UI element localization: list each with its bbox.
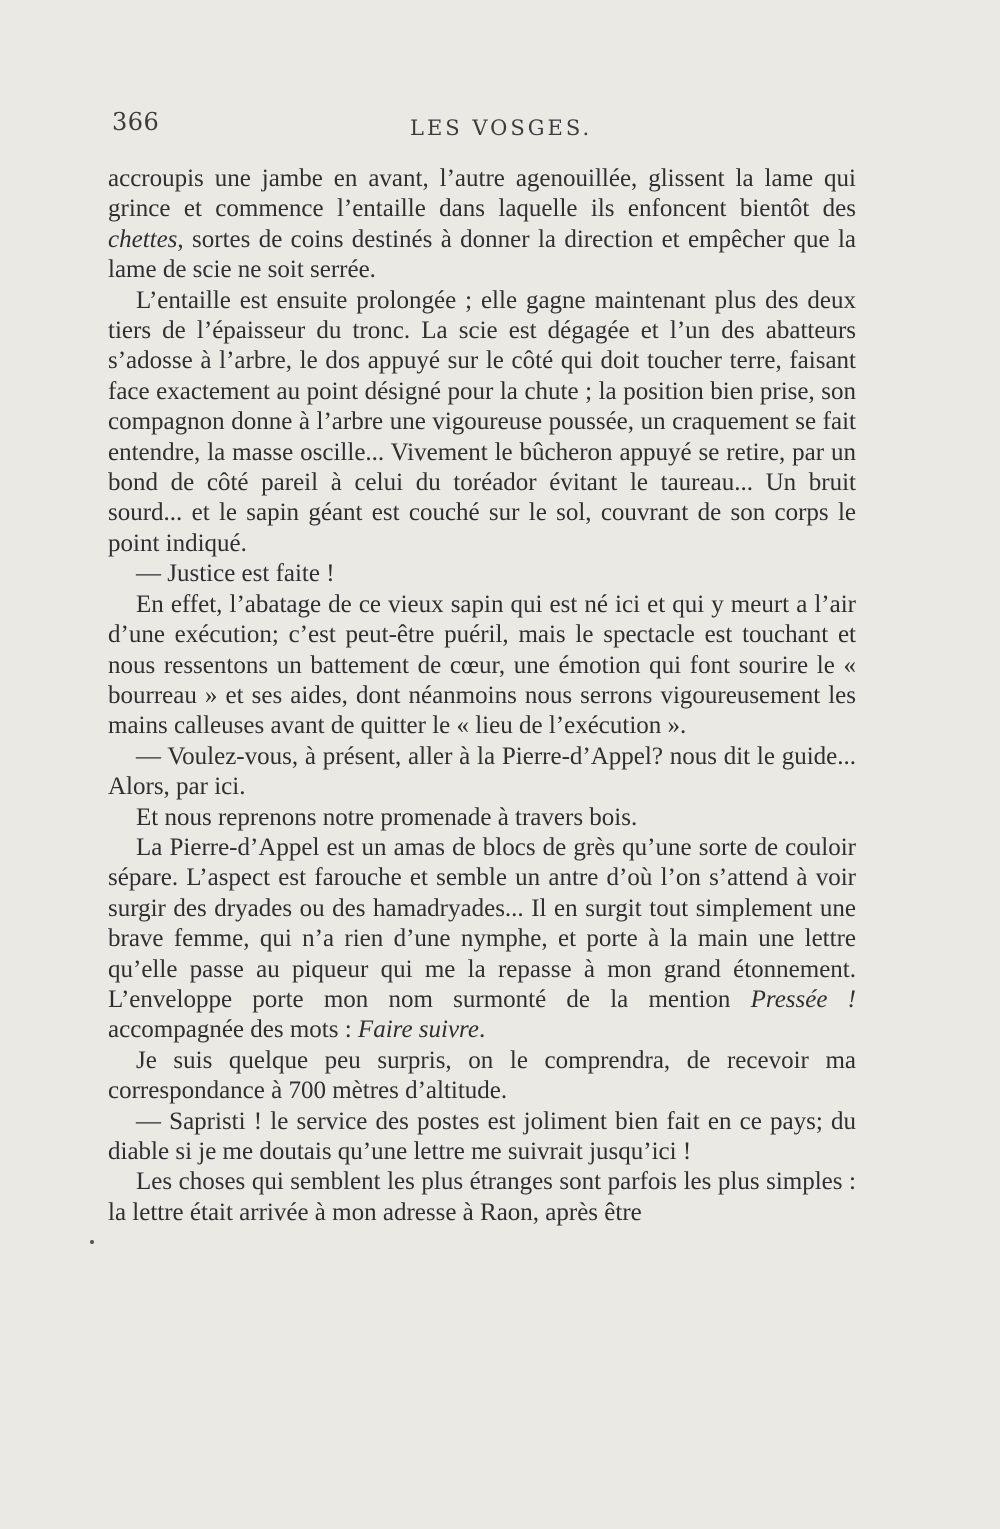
text-run: Je suis quelque peu surpris, on le comprendra, de recevoir ma correspondance à 700 mètres d’altitude. — [108, 1046, 856, 1105]
running-title: LES VOSGES. — [410, 116, 593, 140]
text-run: — Justice est faite ! — [136, 560, 335, 588]
paragraph — [108, 590, 856, 742]
text-run: . — [478, 1016, 486, 1044]
body-text — [108, 164, 856, 1228]
margin-speck — [90, 1240, 94, 1244]
text-run: Les choses qui semblent les plus étranges sont parfois les plus simples : la lettre était arrivée à mon adresse à Raon, après être — [108, 1168, 856, 1226]
paragraph — [108, 803, 856, 833]
italic-text: Pressée ! — [750, 985, 856, 1013]
text-run: En effet, l’abatage de ce vieux sapin qui est né ici et qui y meurt a l’air d’une exécution; c’est peut-être puéril, mais le spectacle est touchant et nous ressentons un battement de cœur, une émotion qui font sourire le « bourreau » et ses aides, dont néanmoins nous serrons vigoureusement les mains calleuses avant de quitter le « lieu de l’exécution ». — [108, 590, 856, 740]
text-run: accroupis une jambe en avant, l’autre agenouillée, glissent la lame qui grince et commence l’entaille dans laquelle ils enfoncent bientôt des — [108, 165, 856, 223]
paragraph — [108, 1046, 856, 1107]
text-run: , sortes de coins destinés à donner la direction et empêcher que la lame de scie ne soit serrée. — [108, 225, 856, 284]
paragraph — [108, 559, 856, 589]
paragraph — [108, 286, 856, 560]
italic-text: chettes — [108, 225, 178, 253]
page-number: 366 — [112, 108, 160, 136]
text-run: — Sapristi ! le service des postes est joliment bien fait en ce pays; du diable si je me doutais qu’une lettre me suivrait jusqu’ici ! — [108, 1107, 856, 1165]
text-run: accompagnée des mots : — [108, 1016, 358, 1044]
text-run: — Voulez-vous, à présent, aller à la Pierre-d’Appel? nous dit le guide... Alors, par ici. — [108, 742, 856, 801]
paragraph — [108, 1167, 856, 1228]
italic-text: Faire suivre — [357, 1016, 479, 1044]
text-run: L’entaille est ensuite prolongée ; elle gagne maintenant plus des deux tiers de l’épaisseur du tronc. La scie est dégagée et l’un des abatteurs s’adosse à l’arbre, le dos appuyé sur le côté qui doit toucher terre, faisant face exactement au point désigné pour la chute ; la position bien prise, son compagnon donne à l’arbre une vigoureuse poussée, un craquement se fait entendre, la masse oscille... Vivement le bûcheron appuyé se retire, par un bond de côté pareil à celui du toréador évitant le taureau... Un bruit sourd... et le sapin géant est couché sur le sol, couvrant de son corps le point indiqué. — [108, 286, 856, 557]
paragraph — [108, 742, 856, 803]
paragraph — [108, 164, 856, 286]
paragraph — [108, 1107, 856, 1168]
running-head — [112, 108, 872, 148]
text-run: Et nous reprenons notre promenade à travers bois. — [136, 803, 638, 831]
text-run: La Pierre-d’Appel est un amas de blocs de grès qu’une sorte de couloir sépare. L’aspect est farouche et semble un antre d’où l’on s’attend à voir surgir des dryades ou des hamadryades... Il en surgit tout simplement une brave femme, qui n’a rien d’une nymphe, et porte à la main une lettre qu’elle passe au piqueur qui me la repasse à mon grand étonnement. L’enveloppe porte mon nom surmonté de la mention — [108, 833, 856, 1013]
paragraph — [108, 833, 856, 1046]
